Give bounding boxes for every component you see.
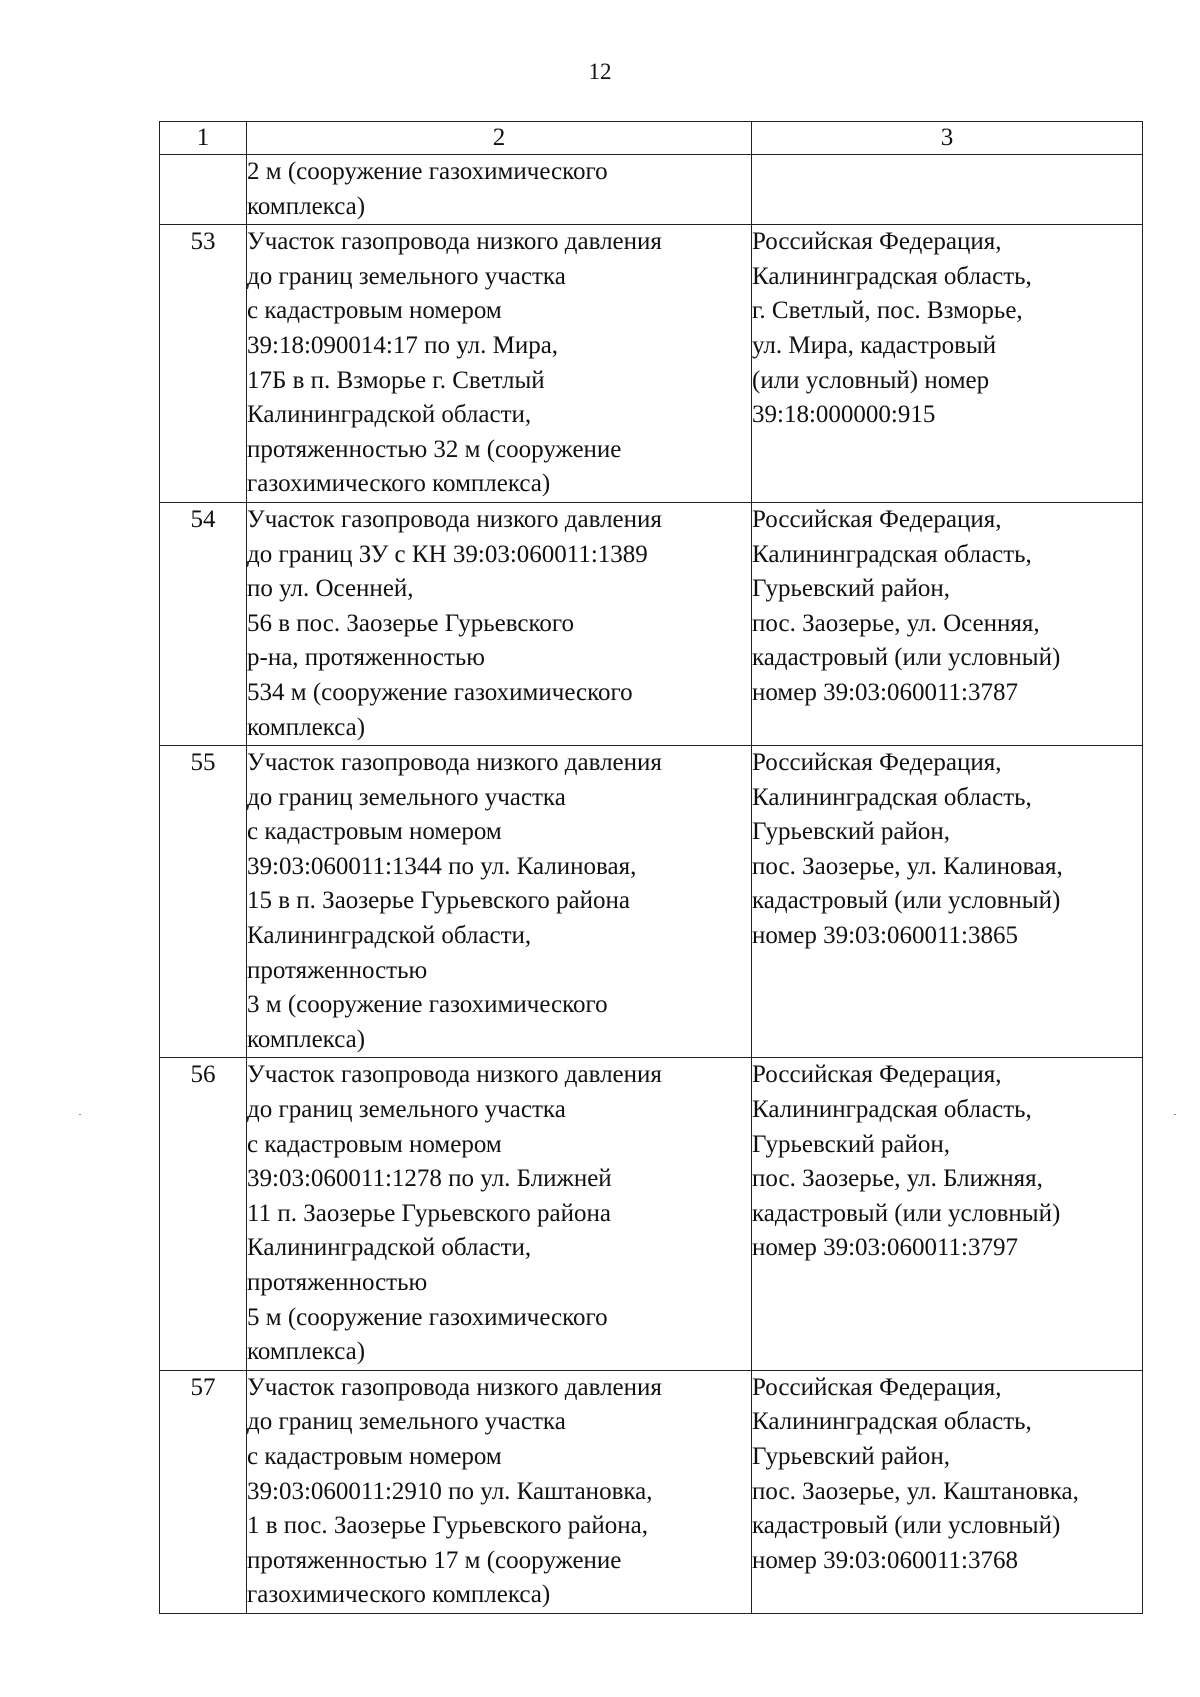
header-row (160, 122, 1143, 155)
scan-speck (1174, 1114, 1176, 1115)
description-line: 39:03:060011:1344 по ул. Калиновая, (247, 852, 637, 880)
address-line: Гурьевский район, (752, 575, 951, 603)
description-line: по ул. Осенней, (247, 575, 414, 603)
description-cell (247, 1058, 752, 1370)
table-row (160, 746, 1143, 1058)
address-cell (752, 155, 1143, 225)
scan-speck (79, 1114, 81, 1115)
address-line: Российская Федерация, (752, 505, 1002, 533)
description-cell (247, 1370, 752, 1613)
description-cell (247, 502, 752, 745)
address-line: кадастровый (или условный) (752, 1512, 1061, 1540)
address-line: Калининградская область, (752, 540, 1032, 568)
description-line: комплекса) (247, 1025, 366, 1053)
description-line: 534 м (сооружение газохимического (247, 678, 633, 706)
description-line: комплекса) (247, 713, 366, 741)
column-header-description: 2 (247, 122, 752, 155)
address-line: Калининградская область, (752, 783, 1032, 811)
address-line: пос. Заозерье, ул. Осенняя, (752, 609, 1040, 637)
description-line: протяженностью 17 м (сооружение (247, 1546, 622, 1574)
address-line: номер 39:03:060011:3787 (752, 678, 1018, 706)
description-line: до границ ЗУ с КН 39:03:060011:1389 (247, 540, 648, 568)
description-cell (247, 225, 752, 503)
description-line: до границ земельного участка (247, 1096, 566, 1124)
description-line: Участок газопровода низкого давления (247, 1061, 662, 1089)
description-cell (247, 746, 752, 1058)
table-row (160, 155, 1143, 225)
description-line: 39:03:060011:2910 по ул. Каштановка, (247, 1477, 653, 1505)
address-line: номер 39:03:060011:3865 (752, 922, 1018, 950)
description-line: Участок газопровода низкого давления (247, 749, 662, 777)
description-line: 5 м (сооружение газохимического (247, 1303, 608, 1331)
description-line: с кадастровым номером (247, 1442, 502, 1470)
description-line: протяженностью (247, 1269, 428, 1296)
table-body (160, 155, 1143, 1614)
description-line: протяженностью (247, 956, 428, 984)
address-line: Калининградская область, (752, 1096, 1032, 1124)
description-line: Калининградской области, (247, 1234, 532, 1262)
description-line: 11 п. Заозерье Гурьевского района (247, 1199, 612, 1227)
row-number-cell: 55 (160, 746, 247, 1058)
address-line: Гурьевский район, (752, 1130, 951, 1158)
description-line: 1 в пос. Заозерье Гурьевского района, (247, 1512, 648, 1540)
address-line: Российская Федерация, (752, 1373, 1002, 1401)
address-line: Российская Федерация, (752, 228, 1002, 256)
address-cell (752, 746, 1143, 1058)
table-row (160, 502, 1143, 745)
address-line: кадастровый (или условный) (752, 644, 1061, 672)
description-line: 2 м (сооружение газохимического (247, 158, 608, 185)
description-line: газохимического комплекса) (247, 470, 551, 498)
column-header-number: 1 (160, 122, 247, 155)
registry-table (159, 121, 1143, 1614)
address-line: пос. Заозерье, ул. Каштановка, (752, 1477, 1079, 1505)
description-line: Участок газопровода низкого давления (247, 1373, 662, 1401)
description-line: 56 в пос. Заозерье Гурьевского (247, 609, 575, 637)
row-number-cell: 56 (160, 1058, 247, 1370)
description-line: протяженностью 32 м (сооружение (247, 435, 622, 463)
table-header (160, 122, 1143, 155)
address-cell (752, 502, 1143, 745)
table-row (160, 225, 1143, 503)
description-line: с кадастровым номером (247, 1130, 502, 1158)
description-cell (247, 155, 752, 225)
address-line: Калининградская область, (752, 262, 1032, 290)
description-line: 3 м (сооружение газохимического (247, 991, 608, 1019)
address-line: номер 39:03:060011:3768 (752, 1546, 1018, 1574)
address-line: (или условный) номер (752, 366, 990, 394)
address-line: Российская Федерация, (752, 749, 1002, 777)
description-line: Калининградской области, (247, 922, 532, 950)
description-line: 39:18:090014:17 по ул. Мира, (247, 331, 559, 359)
address-line: пос. Заозерье, ул. Ближняя, (752, 1165, 1043, 1193)
description-line: с кадастровым номером (247, 818, 502, 846)
description-line: до границ земельного участка (247, 783, 566, 811)
address-line: пос. Заозерье, ул. Калиновая, (752, 852, 1063, 880)
address-line: Калининградская область, (752, 1408, 1032, 1436)
row-number-cell: 53 (160, 225, 247, 503)
address-cell (752, 225, 1143, 503)
address-cell (752, 1058, 1143, 1370)
description-line: комплекса) (247, 1338, 366, 1366)
address-line: Гурьевский район, (752, 818, 951, 846)
description-line: до границ земельного участка (247, 262, 566, 290)
address-line: кадастровый (или условный) (752, 1199, 1061, 1227)
row-number-cell (160, 155, 247, 225)
table-row (160, 1058, 1143, 1370)
description-line: газохимического комплекса) (247, 1581, 551, 1609)
description-line: Участок газопровода низкого давления (247, 505, 662, 533)
address-line: г. Светлый, пос. Взморье, (752, 297, 1023, 325)
address-line: 39:18:000000:915 (752, 401, 936, 429)
address-line: Гурьевский район, (752, 1442, 951, 1470)
description-line: Калининградской области, (247, 401, 532, 429)
description-line: до границ земельного участка (247, 1408, 566, 1436)
page-number: 12 (588, 59, 612, 84)
table-row (160, 1370, 1143, 1613)
row-number-cell: 54 (160, 502, 247, 745)
column-header-address: 3 (752, 122, 1143, 155)
description-line: комплекса) (247, 192, 366, 220)
address-line: ул. Мира, кадастровый (752, 331, 997, 359)
description-line: 39:03:060011:1278 по ул. Ближней (247, 1165, 612, 1193)
description-line: 15 в п. Заозерье Гурьевского района (247, 887, 630, 915)
address-line: номер 39:03:060011:3797 (752, 1234, 1018, 1262)
address-line: кадастровый (или условный) (752, 887, 1061, 915)
address-cell (752, 1370, 1143, 1613)
description-line: 17Б в п. Взморье г. Светлый (247, 366, 545, 394)
description-line: р-на, протяженностью (247, 644, 485, 672)
address-line: Российская Федерация, (752, 1061, 1002, 1089)
description-line: с кадастровым номером (247, 297, 502, 325)
description-line: Участок газопровода низкого давления (247, 228, 662, 256)
row-number-cell: 57 (160, 1370, 247, 1613)
